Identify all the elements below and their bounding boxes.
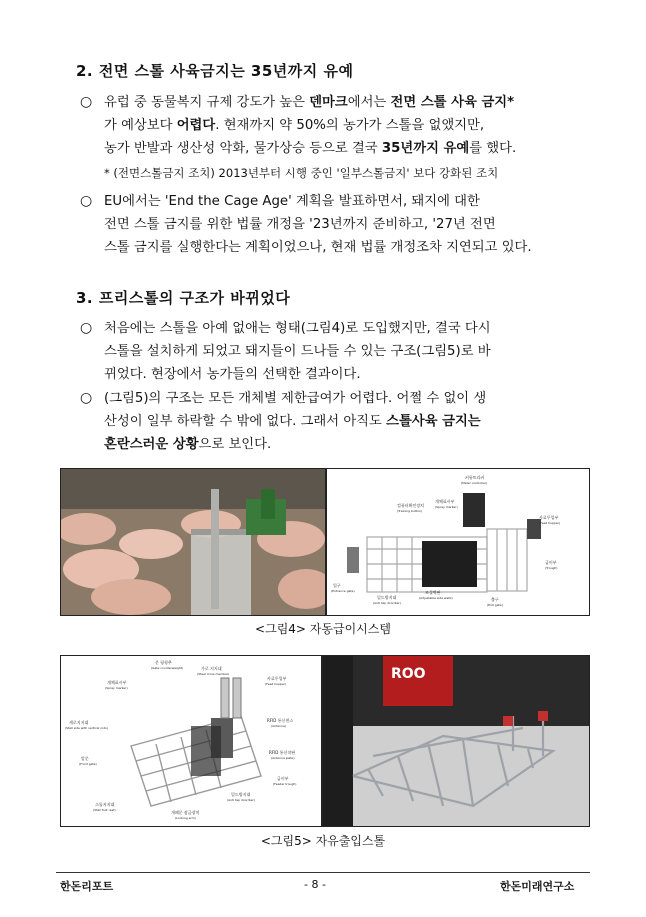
label-training: 컴퓨터확인장치 <box>397 503 425 508</box>
section-2-heading: 2. 전면 스톨 사육금지는 35년까지 유예 <box>76 62 354 80</box>
label-front-gate: 앞문 <box>81 756 89 761</box>
banner-text: ROO <box>391 666 426 682</box>
label-locking-en: (Locking arm) <box>175 816 196 820</box>
label-side-gate: 세로지지대 <box>69 720 89 725</box>
label-trough-en: (Feeder trough) <box>273 782 297 786</box>
label-antitap: 밀드방지대 <box>231 792 251 797</box>
label-antitap: 밀드방지대 <box>377 595 397 600</box>
figure-5-photo <box>322 655 590 827</box>
bullet-text: EU에서는 'End the Cage Age' 계획을 발표하면서, 돼지에 대한 전면 스톨 금지를 위한 법률 개정을 '23년까지 준비하고, '27년 전면 스톨 금지를 실행한다는 계획이었으나, 현재 법률 개정조차 지연되고 있다. <box>104 194 532 255</box>
section-2-bullet-1 <box>80 91 592 160</box>
stall-photo <box>323 656 589 826</box>
label-feed-hopper-en: (Feed hopper) <box>539 521 561 525</box>
footnote: * (전면스톨금지 조치) 2013년부터 시행 중인 '일부스톨금지' 보다 강화된 조치 <box>104 166 499 180</box>
label-guide-bar-en: (Steel cross member) <box>197 672 230 676</box>
label-spray-en: (Spray marker) <box>435 505 458 509</box>
label-spray-en: (Spray marker) <box>105 686 128 690</box>
section-2-bullet-2 <box>80 190 592 259</box>
label-antitap-en: (Anti tap door/bar) <box>373 601 401 605</box>
label-controller: 커뮤트라커 <box>465 475 485 480</box>
bullet-text: 처음에는 스톨을 아예 없애는 형태(그림4)로 도입했지만, 결국 다시 스톨을 설치하게 되었고 돼지들이 드나들 수 있는 구조(그림5)로 바 뀌었다. 현장에서 농가들의 선택한 결과이다. <box>104 321 491 382</box>
label-spray: 개체표시부 <box>435 499 455 504</box>
bullet-text: 유럽 중 동물복지 규제 강도가 높은 덴마크에서는 전면 스톨 사육 금지* 가 예상보다 어렵다. 현재까지 약 50%의 농가가 스톨을 없앴지만, 농가 반발과 생산성 악화, 물가상승 등으로 결국 35년까지 유예를 했다. <box>104 95 517 156</box>
label-antitap-en: (Anti tap door/bar) <box>227 798 255 802</box>
section-3-bullet-2 <box>80 387 592 456</box>
label-bar-en: (Gate counterweight) <box>151 666 184 670</box>
auto-feeding-system-diagram <box>327 469 589 615</box>
label-trough-en: (Trough) <box>545 566 558 570</box>
page-number: - 8 - <box>304 878 326 891</box>
label-feed-hopper: 사료투입부 <box>267 676 287 681</box>
figure-4-photo <box>60 468 326 616</box>
label-foot-en: (Stall foot rest) <box>93 808 116 812</box>
label-controller-en: (Meter controller) <box>461 481 488 485</box>
pig-pen-photo <box>61 469 325 615</box>
label-side-walls: 조절벽판 <box>425 590 441 595</box>
label-foot: 스톨지지대 <box>95 802 115 807</box>
label-side-gate-en: (Stall side with vertical rods) <box>65 726 108 730</box>
label-training-en: (Training button) <box>397 509 423 513</box>
label-guide-bar: 가로 지지대 <box>201 666 222 671</box>
free-access-stall-diagram <box>61 656 321 826</box>
figure-5-caption: <그림5> 자유출입스톨 <box>260 834 386 848</box>
label-exit: 출구 <box>491 597 499 602</box>
bullet-text: (그림5)의 구조는 모든 개체별 제한급여가 어렵다. 어쩔 수 없이 생 산성이 일부 하락할 수 밖에 없다. 그래서 아직도 스톨사육 금지는 혼란스러운 상황으로 보인다. <box>104 391 487 452</box>
label-rfid-en: (Antenna) <box>271 724 286 728</box>
footer-left: 한돈리포트 <box>60 880 114 893</box>
label-exit-en: (Exit gate) <box>487 603 503 607</box>
label-entrance-en: (Entrance gate) <box>331 589 355 593</box>
label-feed-hopper-en: (Feed hopper) <box>265 682 287 686</box>
section-3-heading: 3. 프리스톨의 구조가 바뀌었다 <box>76 289 291 307</box>
figure-5-diagram <box>60 655 322 827</box>
footer-divider <box>56 872 590 873</box>
label-rfid-plate: RFID 통신작판 <box>269 750 296 755</box>
bullet-circle-icon: ○ <box>80 94 93 110</box>
bullet-circle-icon: ○ <box>80 390 93 406</box>
label-trough: 급이부 <box>277 776 289 781</box>
label-locking: 개폐문 잠금장치 <box>171 810 200 815</box>
label-trough: 급이부 <box>545 560 557 565</box>
label-side-walls-en: (Adjustable side walls) <box>419 596 453 600</box>
label-feed-hopper: 사료투입부 <box>539 515 559 520</box>
label-front-gate-en: (Front gate) <box>79 762 97 766</box>
footer-right: 한돈미래연구소 <box>500 880 575 893</box>
figure-4-caption: <그림4> 자동급이시스템 <box>255 622 391 636</box>
section-3-bullet-1 <box>80 317 592 386</box>
label-spray: 개체표시부 <box>107 680 127 685</box>
label-bar: 문 평형추 <box>155 660 172 665</box>
label-entrance: 입구 <box>333 583 341 588</box>
label-rfid: RFID 통신센스 <box>267 718 294 723</box>
bullet-circle-icon: ○ <box>80 320 93 336</box>
bullet-circle-icon: ○ <box>80 193 93 209</box>
label-rfid-plate-en: (Antenna plate) <box>271 756 295 760</box>
figure-4-diagram <box>326 468 590 616</box>
